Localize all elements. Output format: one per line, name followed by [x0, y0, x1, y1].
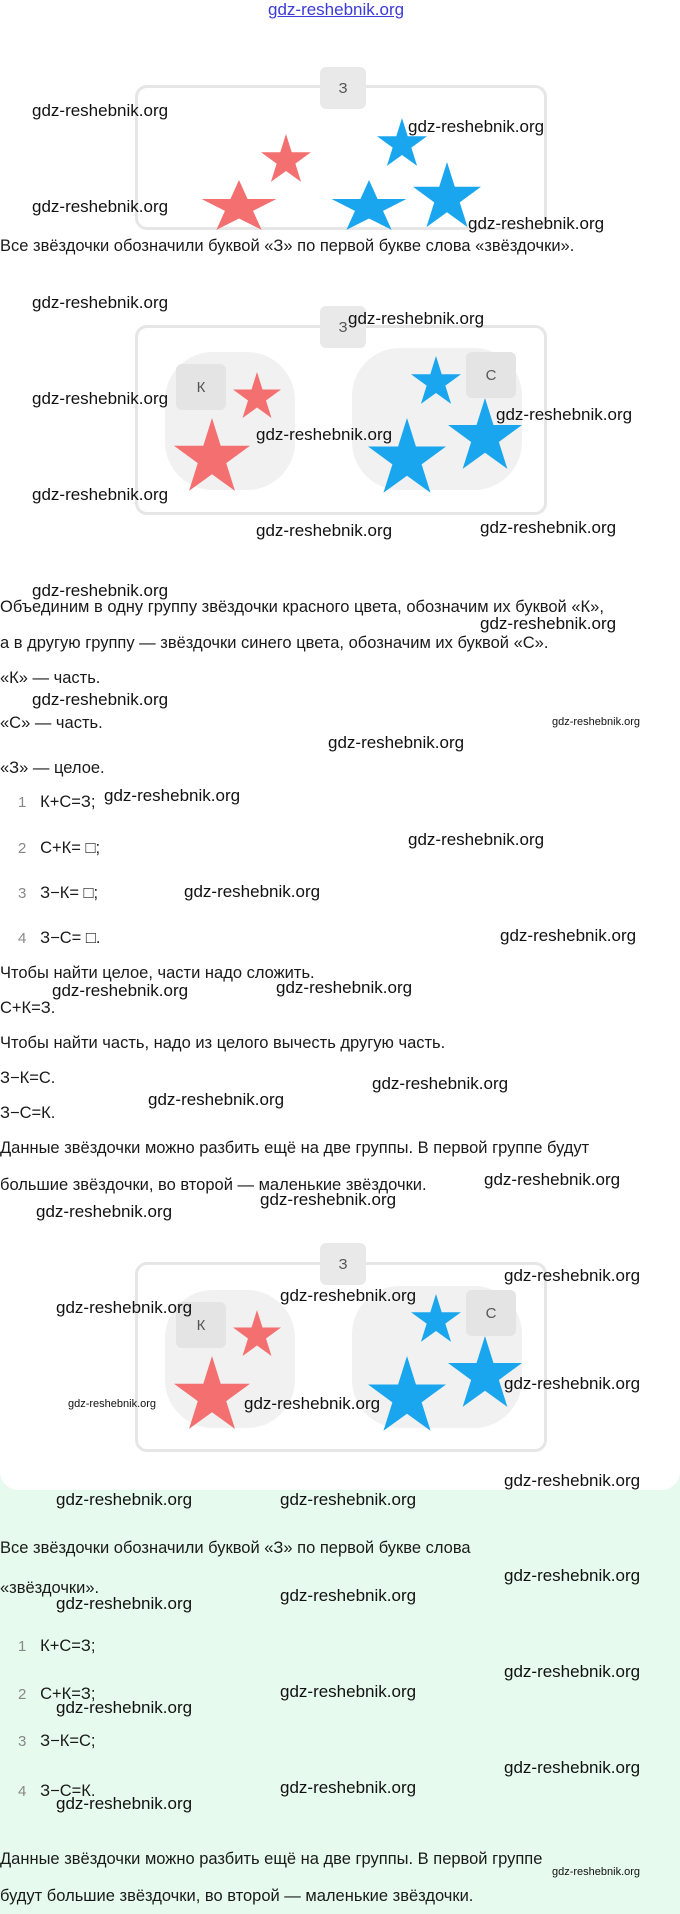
watermark: gdz-reshebnik.org: [32, 293, 169, 312]
red-star-small: [232, 372, 282, 420]
watermark: gdz-reshebnik.org: [280, 1286, 417, 1305]
rule-2: Чтобы найти часть, надо из целого вычесть другую часть.: [0, 1034, 446, 1052]
watermark: gdz-reshebnik.org: [256, 521, 393, 540]
item-number: 3: [18, 1733, 27, 1750]
answer-item-1: [18, 1636, 95, 1657]
watermark: gdz-reshebnik.org: [280, 1586, 417, 1605]
watermark: gdz-reshebnik.org: [408, 830, 545, 849]
watermark: gdz-reshebnik.org: [280, 1682, 417, 1701]
blue-star-medium: [330, 180, 408, 232]
watermark: gdz-reshebnik.org: [484, 1170, 621, 1189]
watermark: gdz-reshebnik.org: [468, 214, 605, 233]
paragraph-2-line1: Объединим в одну группу звёздочки красного цвета, обозначим их буквой «К»,: [0, 598, 604, 616]
equation-3: З−С=К.: [0, 1104, 56, 1122]
red-star-small: [260, 134, 312, 184]
answer-paragraph-2-line1: Данные звёздочки можно разбить ещё на две группы. В первой группе: [0, 1850, 543, 1868]
watermark: gdz-reshebnik.org: [500, 926, 637, 945]
answer-paragraph-2-line2: будут большие звёздочки, во второй — маленькие звёздочки.: [0, 1887, 474, 1905]
watermark: gdz-reshebnik.org: [32, 690, 169, 709]
paragraph-2-line2: а в другую группу — звёздочки синего цвета, обозначим их буквой «С».: [0, 634, 549, 652]
answer-paragraph-1-line1: Все звёздочки обозначили буквой «З» по первой букве слова: [0, 1539, 471, 1557]
paragraph-3-line2: большие звёздочки, во второй — маленькие звёздочки.: [0, 1176, 427, 1194]
watermark-small: gdz-reshebnik.org: [68, 1398, 157, 1410]
red-star-small: [232, 1310, 282, 1358]
watermark: gdz-reshebnik.org: [280, 1490, 417, 1509]
red-star-large: [172, 418, 252, 494]
item-number: 4: [18, 1783, 27, 1800]
item-number: 2: [18, 1686, 27, 1703]
task-item-1: [18, 792, 95, 813]
figure2-badge-z: З: [320, 306, 366, 348]
watermark: gdz-reshebnik.org: [372, 1074, 509, 1093]
item-equation: С+К= □;: [40, 839, 101, 857]
watermark: gdz-reshebnik.org: [52, 981, 189, 1000]
equation-2: З−К=С.: [0, 1069, 56, 1087]
watermark: gdz-reshebnik.org: [56, 1298, 193, 1317]
item-number: 2: [18, 840, 27, 857]
item-number: 3: [18, 885, 27, 902]
watermark: gdz-reshebnik.org: [56, 1794, 193, 1813]
watermark: gdz-reshebnik.org: [408, 117, 545, 136]
part-s-text: «С» — часть.: [0, 714, 103, 732]
watermark: gdz-reshebnik.org: [256, 425, 393, 444]
watermark: gdz-reshebnik.org: [260, 1190, 397, 1209]
watermark: gdz-reshebnik.org: [56, 1698, 193, 1717]
item-equation: З−С=К.: [40, 1782, 96, 1800]
watermark: gdz-reshebnik.org: [504, 1266, 641, 1285]
watermark-small: gdz-reshebnik.org: [552, 1866, 641, 1878]
watermark: gdz-reshebnik.org: [56, 1594, 193, 1613]
item-equation: К+С=З;: [40, 793, 96, 811]
paragraph-1: Все звёздочки обозначили буквой «З» по первой букве слова «звёздочки».: [0, 237, 575, 255]
watermark: gdz-reshebnik.org: [32, 101, 169, 120]
rule-1: Чтобы найти целое, части надо сложить.: [0, 964, 315, 982]
red-star-large: [172, 1356, 252, 1432]
figure2-badge-s: С: [466, 352, 516, 398]
item-equation: С+К=З;: [40, 1685, 96, 1703]
item-number: 4: [18, 930, 27, 947]
watermark: gdz-reshebnik.org: [36, 1202, 173, 1221]
watermark: gdz-reshebnik.org: [504, 1471, 641, 1490]
watermark: gdz-reshebnik.org: [32, 197, 169, 216]
watermark: gdz-reshebnik.org: [328, 733, 465, 752]
watermark: gdz-reshebnik.org: [32, 485, 169, 504]
equation-1: С+К=З.: [0, 999, 56, 1017]
whole-z-text: «З» — целое.: [0, 759, 105, 777]
part-k-text: «К» — часть.: [0, 669, 101, 687]
figure3-badge-s: С: [466, 1290, 516, 1336]
watermark: gdz-reshebnik.org: [276, 978, 413, 997]
item-equation: З−С= □.: [40, 929, 101, 947]
watermark: gdz-reshebnik.org: [184, 882, 321, 901]
item-equation: З−К= □;: [40, 884, 99, 902]
watermark: gdz-reshebnik.org: [148, 1090, 285, 1109]
paragraph-3-line1: Данные звёздочки можно разбить ещё на две группы. В первой группе будут: [0, 1139, 590, 1157]
watermark: gdz-reshebnik.org: [32, 389, 169, 408]
red-star-large: [200, 180, 278, 232]
answer-item-3: [18, 1731, 95, 1752]
answer-paragraph-1-line2: «звёздочки».: [0, 1579, 100, 1597]
watermark: gdz-reshebnik.org: [504, 1374, 641, 1393]
watermark-small: gdz-reshebnik.org: [552, 716, 641, 728]
watermark: gdz-reshebnik.org: [480, 614, 617, 633]
blue-star-large: [446, 1336, 524, 1410]
watermark: gdz-reshebnik.org: [504, 1662, 641, 1681]
watermark: gdz-reshebnik.org: [56, 1490, 193, 1509]
watermark: gdz-reshebnik.org: [504, 1758, 641, 1777]
watermark: gdz-reshebnik.org: [104, 786, 241, 805]
watermark: gdz-reshebnik.org: [504, 1566, 641, 1585]
watermark: gdz-reshebnik.org: [496, 405, 633, 424]
watermark: gdz-reshebnik.org: [480, 518, 617, 537]
item-equation: З−К=С;: [40, 1732, 96, 1750]
watermark: gdz-reshebnik.org: [348, 309, 485, 328]
figure3-badge-k: К: [176, 1302, 226, 1348]
figure3-badge-z: З: [320, 1243, 366, 1285]
figure1-badge-z: З: [320, 67, 366, 109]
item-number: 1: [18, 794, 27, 811]
watermark: gdz-reshebnik.org: [244, 1394, 381, 1413]
task-item-3: [18, 883, 98, 904]
site-title[interactable]: gdz-reshebnik.org: [268, 0, 405, 19]
task-item-2: [18, 838, 100, 859]
watermark: gdz-reshebnik.org: [32, 581, 169, 600]
item-number: 1: [18, 1638, 27, 1655]
task-item-4: [18, 928, 100, 949]
figure2-badge-k: К: [176, 364, 226, 410]
item-equation: К+С=З;: [40, 1637, 96, 1655]
watermark: gdz-reshebnik.org: [280, 1778, 417, 1797]
